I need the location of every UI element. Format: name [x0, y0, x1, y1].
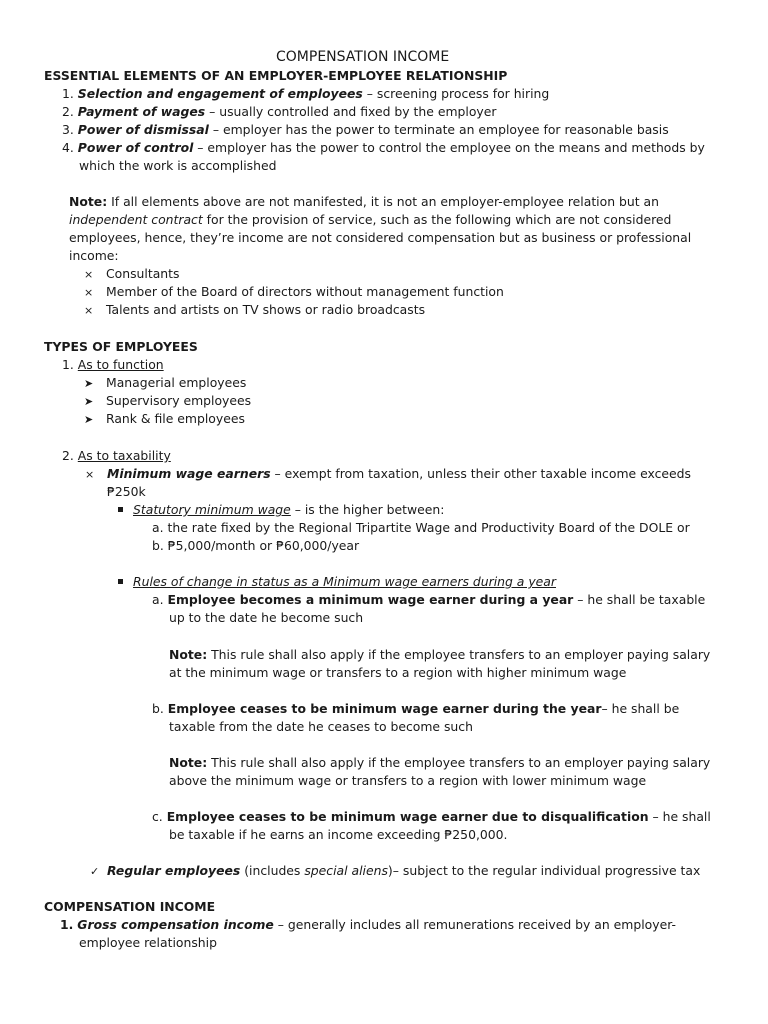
list-item	[62, 121, 669, 139]
item-number: 1.	[60, 917, 74, 932]
item-desc: – generally includes all remunerations received by an employer-	[273, 917, 676, 932]
item-desc: – he shall	[648, 809, 711, 824]
square-bullet-icon	[118, 507, 123, 512]
list-item	[84, 283, 504, 302]
x-bullet-icon: ×	[84, 268, 94, 281]
bullet-text: Consultants	[106, 266, 180, 281]
item-letter: a.	[152, 520, 164, 535]
item-term: Regular employees	[107, 863, 241, 878]
rules-heading: Rules of change in status as a Minimum wage earners during a year	[133, 574, 556, 589]
x-bullet-icon: ×	[85, 468, 95, 481]
item-desc: – screening process for hiring	[362, 86, 550, 101]
list-item	[152, 808, 711, 826]
bullet-text: Supervisory employees	[106, 393, 252, 408]
item-desc-continued: ₱250k	[107, 484, 146, 499]
list-item	[62, 356, 164, 374]
item-number: 3.	[62, 122, 74, 137]
item-term: Power of dismissal	[77, 122, 209, 137]
item-term: Employee becomes a minimum wage earner during a year	[167, 592, 574, 607]
item-term: Gross compensation income	[77, 917, 274, 932]
item-letter: b.	[152, 538, 164, 553]
section-heading-compensation: COMPENSATION INCOME	[44, 899, 216, 914]
list-item	[62, 103, 496, 121]
note-label: Note:	[69, 194, 108, 209]
note-paragraph	[169, 646, 710, 664]
section-heading-essential: ESSENTIAL ELEMENTS OF AN EMPLOYER-EMPLOYEE RELATIONSHIP	[44, 68, 508, 83]
item-term: Employee ceases to be minimum wage earner during the year	[167, 701, 602, 716]
item-desc: – he shall be taxable	[573, 592, 706, 607]
note-text: at the minimum wage or transfers to a region with higher minimum wage	[169, 665, 627, 680]
list-item	[84, 265, 179, 284]
section-heading-types: TYPES OF EMPLOYEES	[44, 339, 198, 354]
list-item	[62, 85, 549, 103]
check-bullet-icon: ✓	[90, 865, 100, 878]
list-item	[84, 374, 246, 393]
note-label: Note:	[169, 755, 208, 770]
item-desc: ₱5,000/month or ₱60,000/year	[167, 538, 360, 553]
item-desc: – usually controlled and fixed by the employer	[205, 104, 497, 119]
arrow-bullet-icon: ➤	[84, 413, 94, 426]
note-text: If all elements above are not manifested, it is not an employer-employee relation but an	[107, 194, 659, 209]
note-paragraph	[69, 193, 659, 211]
note-text: This rule shall also apply if the employee transfers to an employer paying salary	[207, 647, 711, 662]
list-item	[118, 573, 556, 591]
item-letter: a.	[152, 592, 164, 607]
subheading-taxability: As to taxability	[77, 448, 171, 463]
square-bullet-icon	[118, 579, 123, 584]
item-desc: (includes	[240, 863, 305, 878]
list-item	[152, 519, 690, 537]
item-emphasis: special aliens	[304, 863, 388, 878]
list-item	[60, 916, 676, 934]
note-label: Note:	[169, 647, 208, 662]
list-item	[118, 501, 444, 519]
item-term: Selection and engagement of employees	[77, 86, 363, 101]
item-number: 2.	[62, 104, 74, 119]
x-bullet-icon: ×	[84, 286, 94, 299]
item-desc: )– subject to the regular individual progressive tax	[387, 863, 701, 878]
arrow-bullet-icon: ➤	[84, 377, 94, 390]
x-bullet-icon: ×	[84, 304, 94, 317]
note-paragraph-line	[69, 211, 671, 229]
list-item	[90, 862, 700, 881]
arrow-bullet-icon: ➤	[84, 395, 94, 408]
item-desc-continued: which the work is accomplished	[79, 158, 277, 173]
item-desc: – he shall be	[601, 701, 680, 716]
subheading-function: As to function	[77, 357, 164, 372]
note-text: employees, hence, they’re income are not considered compensation but as business or professional	[69, 230, 692, 245]
item-term: Power of control	[77, 140, 194, 155]
note-emphasis: independent contract	[69, 212, 203, 227]
item-term: Payment of wages	[77, 104, 206, 119]
item-desc-continued: be taxable if he earns an income exceeding ₱250,000.	[169, 827, 508, 842]
item-term: Employee ceases to be minimum wage earner due to disqualification	[166, 809, 649, 824]
item-number: 1.	[62, 86, 74, 101]
bullet-text: Rank & file employees	[106, 411, 245, 426]
item-number: 1.	[62, 357, 74, 372]
item-number: 2.	[62, 448, 74, 463]
item-desc: – employer has the power to control the employee on the means and methods by	[193, 140, 705, 155]
list-item	[84, 301, 425, 320]
item-desc: – exempt from taxation, unless their other taxable income exceeds	[270, 466, 691, 481]
list-item	[152, 700, 679, 718]
item-number: 4.	[62, 140, 74, 155]
item-term: Statutory minimum wage	[133, 502, 291, 517]
item-desc-continued: taxable from the date he ceases to become such	[169, 719, 473, 734]
item-desc: the rate fixed by the Regional Tripartite Wage and Productivity Board of the DOLE or	[167, 520, 690, 535]
note-paragraph	[169, 754, 710, 772]
bullet-text: Talents and artists on TV shows or radio broadcasts	[106, 302, 426, 317]
item-letter: b.	[152, 701, 164, 716]
page-title: COMPENSATION INCOME	[276, 49, 450, 65]
note-text: for the provision of service, such as the following which are not considered	[202, 212, 672, 227]
item-desc: – is the higher between:	[290, 502, 445, 517]
list-item	[84, 392, 251, 411]
item-term: Minimum wage earners	[107, 466, 271, 481]
bullet-text: Member of the Board of directors without management function	[106, 284, 504, 299]
list-item	[62, 447, 171, 465]
list-item	[84, 410, 245, 429]
list-item	[62, 139, 705, 157]
list-item	[85, 465, 691, 484]
note-text: This rule shall also apply if the employee transfers to an employer paying salary	[207, 755, 711, 770]
list-item	[152, 591, 705, 609]
item-letter: c.	[152, 809, 163, 824]
note-text: income:	[69, 248, 119, 263]
item-desc-continued: up to the date he become such	[169, 610, 364, 625]
bullet-text: Managerial employees	[106, 375, 247, 390]
list-item	[152, 537, 359, 555]
item-desc: – employer has the power to terminate an employee for reasonable basis	[208, 122, 669, 137]
item-desc-continued: employee relationship	[79, 935, 217, 950]
note-text: above the minimum wage or transfers to a region with lower minimum wage	[169, 773, 647, 788]
